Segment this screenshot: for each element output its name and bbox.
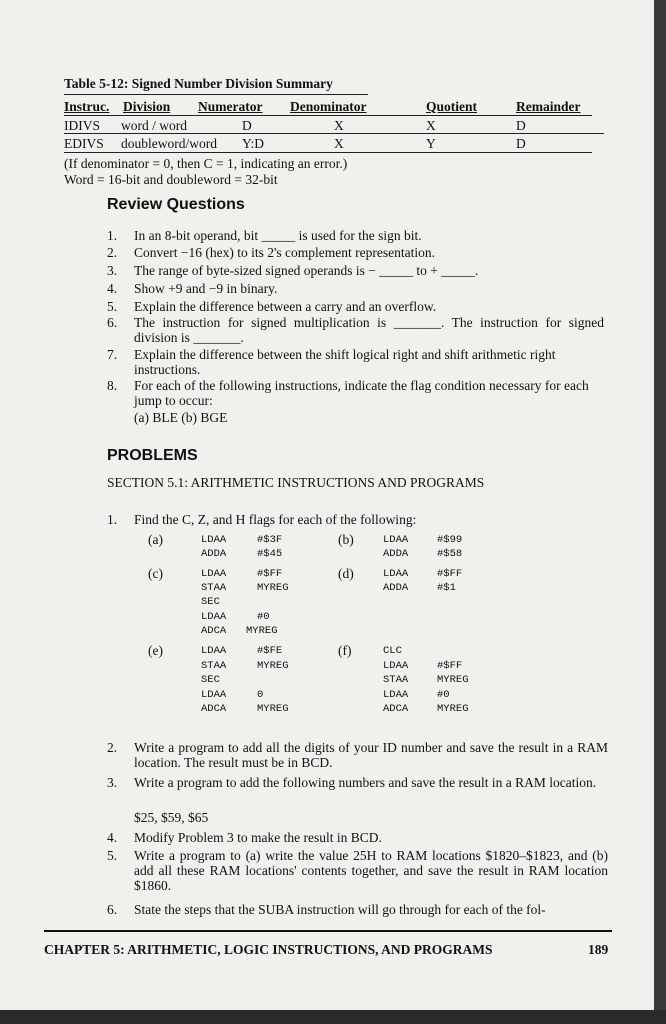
code-line: #$58 — [437, 548, 463, 560]
code-line: #$FF — [437, 660, 463, 672]
review-question-5-number: 5. — [107, 299, 118, 314]
code-line: LDAA — [201, 611, 227, 623]
table-header-instruc: Instruc. — [64, 99, 110, 114]
problem-5: Write a program to (a) write the value 25H to RAM locations $1820–$1823, and (b) add all these RAM locations' contents together, and save the result in RAM location $1860. — [134, 848, 608, 893]
page-number: 189 — [588, 942, 609, 957]
review-question-1: In an 8-bit operand, bit _____ is used for the sign bit. — [134, 228, 422, 243]
review-question-4: Show +9 and −9 in binary. — [134, 281, 278, 296]
code-line: LDAA — [383, 568, 409, 580]
problem-1: Find the C, Z, and H flags for each of the following: — [134, 512, 417, 527]
code-line: LDAA — [201, 689, 227, 701]
code-line: STAA — [201, 582, 227, 594]
table-row-1-remainder: D — [516, 118, 526, 133]
problem-5-number: 5. — [107, 848, 118, 863]
problem-6: State the steps that the SUBA instruction will go through for each of the fol- — [134, 902, 546, 917]
code-line: MYREG — [246, 625, 278, 637]
code-line: ADCA — [383, 703, 409, 715]
review-question-6-number: 6. — [107, 315, 118, 330]
review-question-6: The instruction for signed multiplication is _______. The instruction for signed division is _______. — [134, 315, 604, 345]
review-question-3: The range of byte-sized signed operands is − _____ to + _____. — [134, 263, 479, 278]
code-line: ADDA — [383, 582, 409, 594]
problem-1-part-a-label: (a) — [148, 532, 163, 547]
code-line: LDAA — [383, 689, 409, 701]
review-question-4-number: 4. — [107, 281, 118, 296]
review-question-2: Convert −16 (hex) to its 2's complement representation. — [134, 245, 435, 260]
code-line: LDAA — [383, 534, 409, 546]
code-line: 0 — [257, 689, 264, 701]
problem-1-part-d-label: (d) — [338, 566, 354, 581]
code-line: #$FF — [257, 568, 283, 580]
code-line: ADDA — [383, 548, 409, 560]
footer-rule — [44, 930, 612, 932]
table-row-2-instruc: EDIVS — [64, 136, 104, 151]
problem-3: Write a program to add the following numbers and save the result in a RAM location. — [134, 775, 597, 790]
scan-edge — [0, 1010, 666, 1024]
code-line: #$FF — [437, 568, 463, 580]
code-line: MYREG — [257, 703, 289, 715]
review-question-8-options: (a) BLE (b) BGE — [134, 410, 228, 425]
table-header-denominator: Denominator — [290, 99, 367, 114]
section-heading: SECTION 5.1: ARITHMETIC INSTRUCTIONS AND PROGRAMS — [107, 475, 485, 490]
code-line: MYREG — [437, 674, 469, 686]
table-header-quotient: Quotient — [426, 99, 478, 114]
code-line: #$1 — [437, 582, 456, 594]
code-line: ADCA — [201, 625, 227, 637]
table-title: Table 5-12: Signed Number Division Summary — [64, 76, 333, 91]
problem-1-part-e-label: (e) — [148, 643, 163, 658]
problem-3-number: 3. — [107, 775, 118, 790]
table-note-2: Word = 16-bit and doubleword = 32-bit — [64, 172, 278, 187]
code-line: ADCA — [201, 703, 227, 715]
code-line: MYREG — [257, 582, 289, 594]
table-row-1-denominator: X — [334, 118, 344, 133]
review-question-5: Explain the difference between a carry and an overflow. — [134, 299, 437, 314]
review-question-3-number: 3. — [107, 263, 118, 278]
review-question-7-number: 7. — [107, 347, 118, 362]
review-questions-heading: Review Questions — [107, 196, 245, 213]
problem-1-part-f-label: (f) — [338, 643, 352, 658]
table-header-remainder: Remainder — [516, 99, 581, 114]
table-note-1: (If denominator = 0, then C = 1, indicating an error.) — [64, 156, 348, 171]
problem-2: Write a program to add all the digits of your ID number and save the result in a RAM location. The result must be in BCD. — [134, 740, 608, 770]
table-row-2-denominator: X — [334, 136, 344, 151]
table-title-rule — [64, 94, 368, 95]
chapter-footer: CHAPTER 5: ARITHMETIC, LOGIC INSTRUCTIONS, AND PROGRAMS — [44, 942, 493, 957]
problem-6-number: 6. — [107, 902, 118, 917]
code-line: #$45 — [257, 548, 283, 560]
review-question-2-number: 2. — [107, 245, 118, 260]
table-header-division: Division — [123, 99, 171, 114]
review-question-8-number: 8. — [107, 378, 118, 393]
code-line: ADDA — [201, 548, 227, 560]
code-line: #$3F — [257, 534, 283, 546]
code-line: CLC — [383, 645, 402, 657]
code-line: MYREG — [437, 703, 469, 715]
code-line: MYREG — [257, 660, 289, 672]
code-line: #0 — [437, 689, 450, 701]
problem-4: Modify Problem 3 to make the result in BCD. — [134, 830, 382, 845]
table-row-1-quotient: X — [426, 118, 436, 133]
review-question-8: For each of the following instructions, indicate the flag condition necessary for each jump to occur: — [134, 378, 589, 408]
table-row-2-numerator: Y:D — [242, 136, 265, 151]
table-row-2-remainder: D — [516, 136, 526, 151]
code-line: STAA — [201, 660, 227, 672]
code-line: STAA — [383, 674, 409, 686]
problems-heading: PROBLEMS — [107, 447, 198, 464]
table-row-1-numerator: D — [242, 118, 252, 133]
table-row-2-quotient: Y — [426, 136, 436, 151]
review-question-1-number: 1. — [107, 228, 118, 243]
problem-3-values: $25, $59, $65 — [134, 810, 209, 825]
table-row-1-division: word / word — [121, 118, 187, 133]
table-row-2-division: doubleword/word — [121, 136, 217, 151]
code-line: #0 — [257, 611, 270, 623]
review-question-7: Explain the difference between the shift logical right and shift arithmetic right instructions. — [134, 347, 556, 377]
problem-4-number: 4. — [107, 830, 118, 845]
table-header-numerator: Numerator — [198, 99, 263, 114]
code-line: #$99 — [437, 534, 463, 546]
code-line: LDAA — [383, 660, 409, 672]
problem-1-number: 1. — [107, 512, 118, 527]
problem-1-part-c-label: (c) — [148, 566, 163, 581]
code-line: SEC — [201, 596, 220, 608]
code-line: #$FE — [257, 645, 283, 657]
code-line: LDAA — [201, 645, 227, 657]
code-line: LDAA — [201, 568, 227, 580]
problem-2-number: 2. — [107, 740, 118, 755]
table-row-1-instruc: IDIVS — [64, 118, 100, 133]
code-line: LDAA — [201, 534, 227, 546]
code-line: SEC — [201, 674, 220, 686]
problem-1-part-b-label: (b) — [338, 532, 354, 547]
